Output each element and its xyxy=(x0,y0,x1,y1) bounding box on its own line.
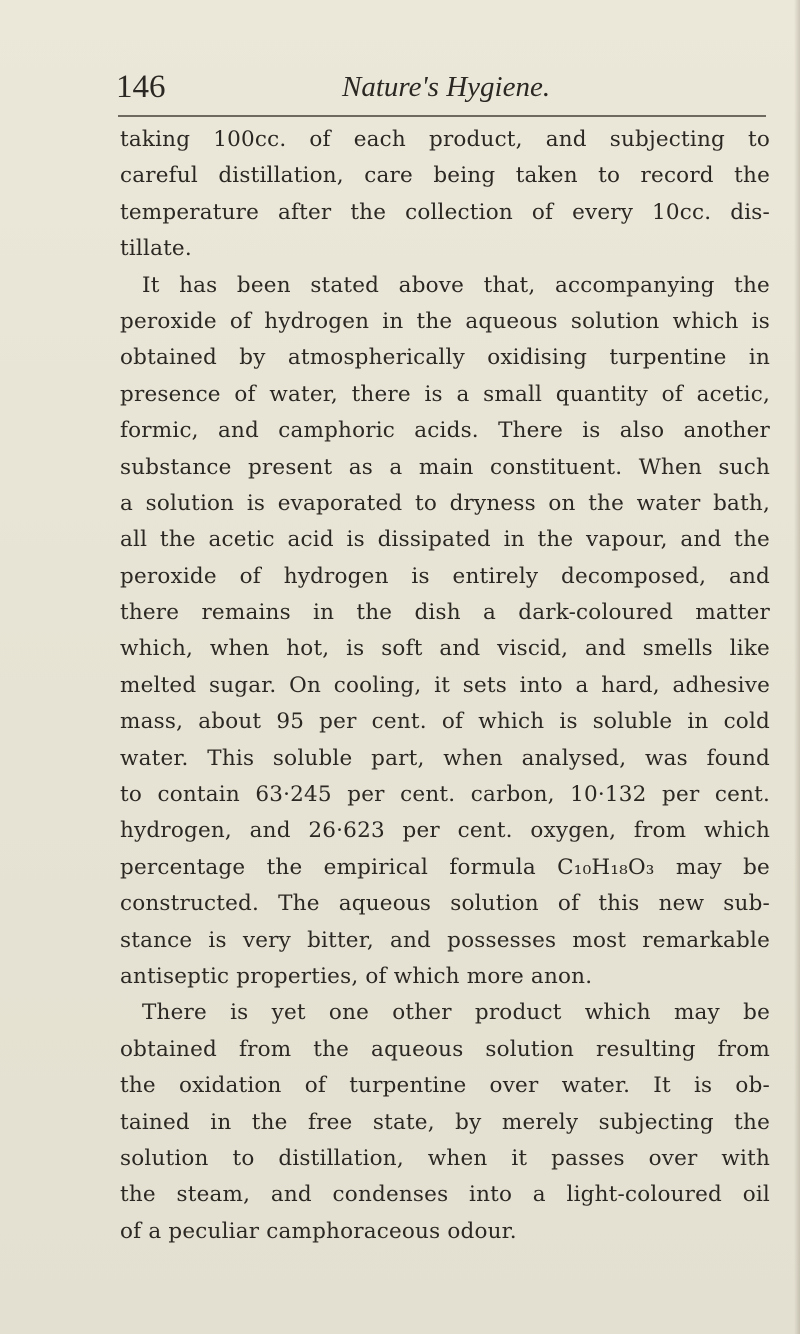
text-line: percentage the empirical formula C₁₀H₁₈O₃ may be xyxy=(120,854,770,880)
text-line: to contain 63·245 per cent. carbon, 10·132 per cent. xyxy=(120,782,770,808)
text-line: antiseptic properties, of which more anon. xyxy=(120,963,593,989)
text-line: taking 100cc. of each product, and subjecting to xyxy=(120,127,770,152)
paragraph-start-line: There is yet one other product which may be xyxy=(142,1000,770,1026)
text-line: the steam, and condenses into a light-coloured oil xyxy=(120,1182,770,1208)
text-line: all the acetic acid is dissipated in the vapour, and the xyxy=(120,527,770,553)
text-line: mass, about 95 per cent. of which is soluble in cold xyxy=(120,709,770,735)
text-line: hydrogen, and 26·623 per cent. oxygen, from which xyxy=(120,818,770,844)
text-line: tillate. xyxy=(120,236,192,262)
paragraph-start-line: It has been stated above that, accompanying the xyxy=(142,272,770,298)
text-line: the oxidation of turpentine over water. It is ob- xyxy=(120,1073,770,1099)
text-line: peroxide of hydrogen in the aqueous solution which is xyxy=(120,308,770,334)
text-line: constructed. The aqueous solution of this new sub- xyxy=(120,891,770,917)
text-line: water. This soluble part, when analysed, was found xyxy=(120,745,770,771)
body-text xyxy=(120,122,770,1250)
text-line: of a peculiar camphoraceous odour. xyxy=(120,1218,517,1244)
text-line: peroxide of hydrogen is entirely decomposed, and xyxy=(120,563,770,589)
text-line: which, when hot, is soft and viscid, and smells like xyxy=(120,636,770,662)
text-line: substance present as a main constituent. When such xyxy=(120,454,770,480)
page-header xyxy=(116,64,766,110)
text-line: solution to distillation, when it passes over with xyxy=(120,1145,770,1171)
text-line: presence of water, there is a small quantity of acetic, xyxy=(120,381,770,407)
header-rule xyxy=(118,115,766,117)
page-edge-shadow xyxy=(794,0,800,1334)
text-line: there remains in the dish a dark-coloured matter xyxy=(120,600,770,626)
running-title: Nature's Hygiene. xyxy=(342,71,551,103)
text-line: obtained by atmospherically oxidising turpentine in xyxy=(120,345,770,371)
text-line: melted sugar. On cooling, it sets into a hard, adhesive xyxy=(120,672,770,698)
text-line: formic, and camphoric acids. There is also another xyxy=(120,418,770,444)
page-number: 146 xyxy=(116,69,166,105)
text-line: tained in the free state, by merely subjecting the xyxy=(120,1109,770,1135)
text-line: obtained from the aqueous solution resulting from xyxy=(120,1036,770,1062)
text-line: careful distillation, care being taken to record the xyxy=(120,163,770,189)
text-line: stance is very bitter, and possesses most remarkable xyxy=(120,927,770,953)
text-line: temperature after the collection of every 10cc. dis- xyxy=(120,199,770,225)
text-line: a solution is evaporated to dryness on the water bath, xyxy=(120,490,770,516)
